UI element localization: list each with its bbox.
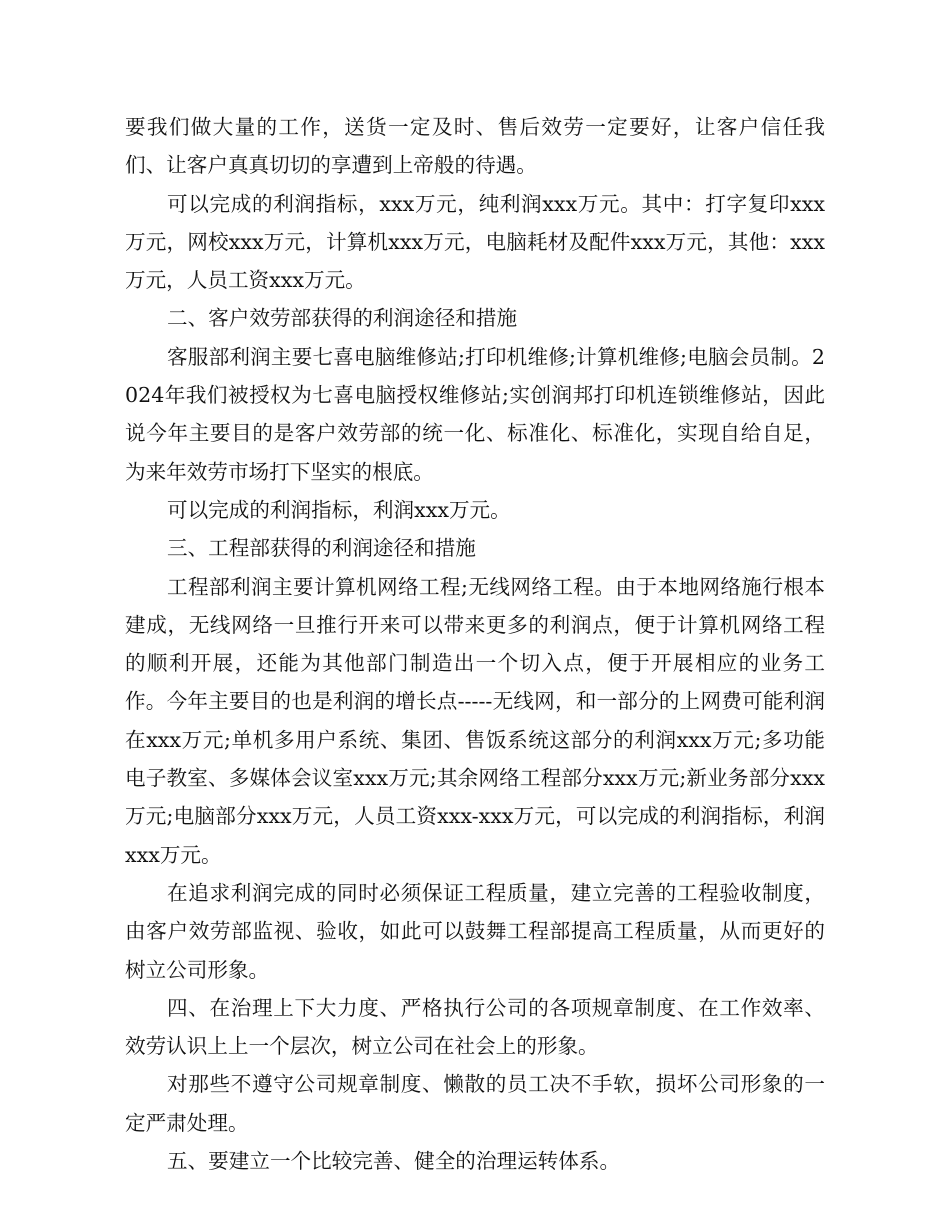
heading-engineering: 三、工程部获得的利润途径和措施 — [167, 536, 476, 561]
heading-system: 五、要建立一个比较完善、健全的治理运转体系。 — [167, 1149, 621, 1174]
paragraph-quality: 在追求利润完成的同时必须保证工程质量，建立完善的工程验收制度，由客户效劳部监视、验收，如此可以鼓舞工程部提高工程质量，从而更好的树立公司形象。 — [125, 880, 825, 982]
paragraph-engineering: 工程部利润主要计算机网络工程;无线网络工程。由于本地网络施行根本建成，无线网络一旦推行开来可以带来更多的利润点，便于计算机网络工程的顺利开展，还能为其他部门制造出一个切入点，便于开展相应的业务工作。今年主要目的也是利润的增长点-----无线网，和一部分的上网费可能利润在xxx万元;单机多用户系统、集团、售饭系统这部分的利润xxx万元;多功能电子教室、多媒体会议室xxx万元;其余网络工程部分xxx万元;新业务部分xxx万元;电脑部分xxx万元，人员工资xxx-xxx万元，可以完成的利润指标，利润xxx万元。 — [125, 574, 825, 867]
paragraph-sales-profit: 可以完成的利润指标，xxx万元，纯利润xxx万元。其中：打字复印xxx万元，网校xxx万元，计算机xxx万元，电脑耗材及配件xxx万元，其他：xxx万元，人员工资xxx万元。 — [125, 191, 825, 293]
paragraph-continuation: 要我们做大量的工作，送货一定及时、售后效劳一定要好，让客户信任我们、让客户真真切切的享遭到上帝般的待遇。 — [125, 115, 825, 178]
paragraph-customer-profit: 可以完成的利润指标，利润xxx万元。 — [167, 497, 511, 522]
heading-management: 四、在治理上下大力度、严格执行公司的各项规章制度、在工作效率、效劳认识上上一个层次，树立公司在社会上的形象。 — [125, 995, 825, 1059]
paragraph-discipline: 对那些不遵守公司规章制度、懒散的员工决不手软，损坏公司形象的一定严肃处理。 — [125, 1072, 825, 1135]
paragraph-customer-service: 客服部利润主要七喜电脑维修站;打印机维修;计算机维修;电脑会员制。2024年我们被授权为七喜电脑授权维修站;实创润邦打印机连锁维修站，因此说今年主要目的是客户效劳部的统一化、标准化、标准化，实现自给自足，为来年效劳市场打下坚实的根底。 — [125, 344, 825, 484]
heading-customer-service: 二、客户效劳部获得的利润途径和措施 — [167, 306, 518, 331]
